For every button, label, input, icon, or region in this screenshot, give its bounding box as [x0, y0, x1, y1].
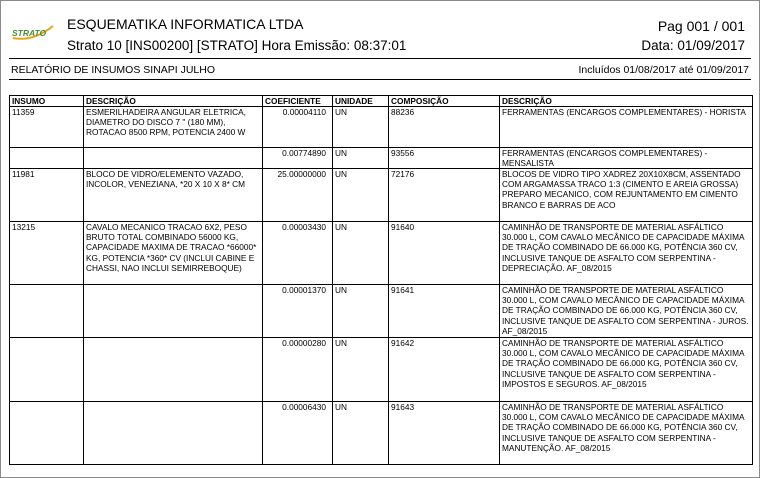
unit: UN — [333, 402, 389, 465]
insumo-description-text: BLOCO DE VIDRO/ELEMENTO VAZADO, INCOLOR, VENEZIANA, *20 X 10 X 8* CM — [86, 169, 246, 190]
column-header-descricao: DESCRIÇÃO — [84, 96, 263, 107]
composition-description — [500, 169, 753, 222]
composition-description-text: BLOCOS DE VIDRO TIPO XADREZ 20X10X8CM, ASSENTADO COM ARGAMASSA TRACO 1:3 (CIMENTO E AREIA GROSSA) PREPARO MECANICO, COM REJUNTAMENTO EM CIMENTO BRANCO E BARRAS DE ACO — [502, 169, 741, 210]
insumos-table — [9, 95, 753, 465]
composition-description-text: CAMINHÃO DE TRANSPORTE DE MATERIAL ASFÁLTICO 30.000 L, COM CAVALO MECÂNICO DE CAPACIDADE MÁXIMA DE TRAÇÃO COMBINADO DE 66.000 KG, POTÊNCIA 360 CV, INCLUSIVE TANQUE DE ASFALTO COM SERPENTINA - MANUTENÇÃO. AF_08/2015 — [502, 402, 745, 453]
insumo-code — [10, 285, 84, 338]
insumo-code — [10, 148, 84, 169]
coefficient: 25.00000000 — [263, 169, 333, 222]
coefficient: 0.00000280 — [263, 338, 333, 402]
composition-code: 91643 — [389, 402, 500, 465]
title-divider — [9, 79, 751, 80]
table-header-row — [10, 96, 753, 107]
insumo-description-text — [86, 338, 260, 401]
composition-description-text: FERRAMENTAS (ENCARGOS COMPLEMENTARES) - MENSALISTA — [502, 148, 708, 168]
composition-description-text: CAMINHÃO DE TRANSPORTE DE MATERIAL ASFÁLTICO 30.000 L, COM CAVALO MECÂNICO DE CAPACIDADE MÁXIMA DE TRAÇÃO COMBINADO DE 66.000 KG, POTÊNCIA 360 CV, INCLUSIVE TANQUE DE ASFALTO COM SERPENTINA - IMPOSTOS E SEGUROS. AF_08/2015 — [502, 338, 745, 389]
unit: UN — [333, 169, 389, 222]
svg-text:STRATO: STRATO — [12, 28, 47, 38]
insumo-description — [84, 338, 263, 402]
insumo-code: 11981 — [10, 169, 84, 222]
insumo-description — [84, 402, 263, 465]
coefficient: 0.00001370 — [263, 285, 333, 338]
table-row — [10, 402, 753, 465]
insumo-description — [84, 222, 263, 285]
table-row — [10, 107, 753, 148]
insumo-description — [84, 107, 263, 148]
page-number: Pag 001 / 001 — [657, 18, 745, 34]
report-period: Incluídos 01/08/2017 até 01/09/2017 — [578, 64, 749, 76]
coefficient: 0.00003430 — [263, 222, 333, 285]
coefficient: 0.00004110 — [263, 107, 333, 148]
unit: UN — [333, 222, 389, 285]
insumo-code: 11359 — [10, 107, 84, 148]
column-header-coeficiente: COEFICIENTE — [263, 96, 333, 107]
table-row — [10, 285, 753, 338]
insumo-code — [10, 338, 84, 402]
composition-code: 91642 — [389, 338, 500, 402]
table-row — [10, 148, 753, 169]
table-row — [10, 222, 753, 285]
insumo-description-text: ESMERILHADEIRA ANGULAR ELETRICA, DIAMETRO DO DISCO 7 " (180 MM), ROTACAO 8500 RPM, POTENCIA 2400 W — [86, 107, 246, 138]
report-date: Data: 01/09/2017 — [641, 38, 745, 53]
column-header-unidade: UNIDADE — [333, 96, 389, 107]
composition-description-text: FERRAMENTAS (ENCARGOS COMPLEMENTARES) - HORISTA — [502, 107, 746, 117]
composition-code: 93556 — [389, 148, 500, 169]
insumo-description-text: CAVALO MECANICO TRACAO 6X2, PESO BRUTO TOTAL COMBINADO 56000 KG, CAPACIDADE MAXIMA DE TRACAO *66000* KG, POTENCIA *360* CV (INCLUI CABINE E CHASSI, NAO INCLUI SEMIRREBOQUE) — [86, 222, 257, 273]
composition-description-text: CAMINHÃO DE TRANSPORTE DE MATERIAL ASFÁLTICO 30.000 L, COM CAVALO MECÂNICO DE CAPACIDADE MÁXIMA DE TRAÇÃO COMBINADO DE 66.000 KG, POTÊNCIA 360 CV, INCLUSIVE TANQUE DE ASFALTO COM SERPENTINA - JUROS. AF_08/2015 — [502, 285, 749, 336]
insumo-description-text — [86, 402, 260, 464]
composition-code: 91640 — [389, 222, 500, 285]
composition-description — [500, 222, 753, 285]
system-info: Strato 10 [INS00200] [STRATO] Hora Emissão: 08:37:01 — [67, 38, 407, 53]
header-divider — [9, 58, 751, 59]
insumo-description — [84, 148, 263, 169]
insumo-code — [10, 402, 84, 465]
insumo-description — [84, 285, 263, 338]
company-name: ESQUEMATIKA INFORMATICA LTDA — [67, 16, 304, 32]
composition-code: 91641 — [389, 285, 500, 338]
unit: UN — [333, 285, 389, 338]
table-row — [10, 338, 753, 402]
composition-code: 72176 — [389, 169, 500, 222]
composition-description — [500, 148, 753, 169]
table-row — [10, 169, 753, 222]
insumo-description — [84, 169, 263, 222]
composition-code: 88236 — [389, 107, 500, 148]
insumo-code: 13215 — [10, 222, 84, 285]
composition-description — [500, 285, 753, 338]
composition-description — [500, 402, 753, 465]
unit: UN — [333, 148, 389, 169]
composition-description — [500, 107, 753, 148]
composition-description-text: CAMINHÃO DE TRANSPORTE DE MATERIAL ASFÁLTICO 30.000 L, COM CAVALO MECÂNICO DE CAPACIDADE MÁXIMA DE TRAÇÃO COMBINADO DE 66.000 KG, POTÊNCIA 360 CV, INCLUSIVE TANQUE DE ASFALTO COM SERPENTINA - DEPRECIAÇÃO. AF_08/2015 — [502, 222, 745, 273]
insumo-description-text — [86, 148, 260, 168]
column-header-descricao-composicao: DESCRIÇÃO — [500, 96, 753, 107]
coefficient: 0.00006430 — [263, 402, 333, 465]
composition-description — [500, 338, 753, 402]
column-header-composicao: COMPOSIÇÃO — [389, 96, 500, 107]
insumo-description-text — [86, 285, 260, 337]
unit: UN — [333, 107, 389, 148]
strato-logo — [11, 21, 55, 43]
unit: UN — [333, 338, 389, 402]
report-title: RELATÓRIO DE INSUMOS SINAPI JULHO — [11, 64, 216, 76]
column-header-insumo: INSUMO — [10, 96, 84, 107]
coefficient: 0.00774890 — [263, 148, 333, 169]
